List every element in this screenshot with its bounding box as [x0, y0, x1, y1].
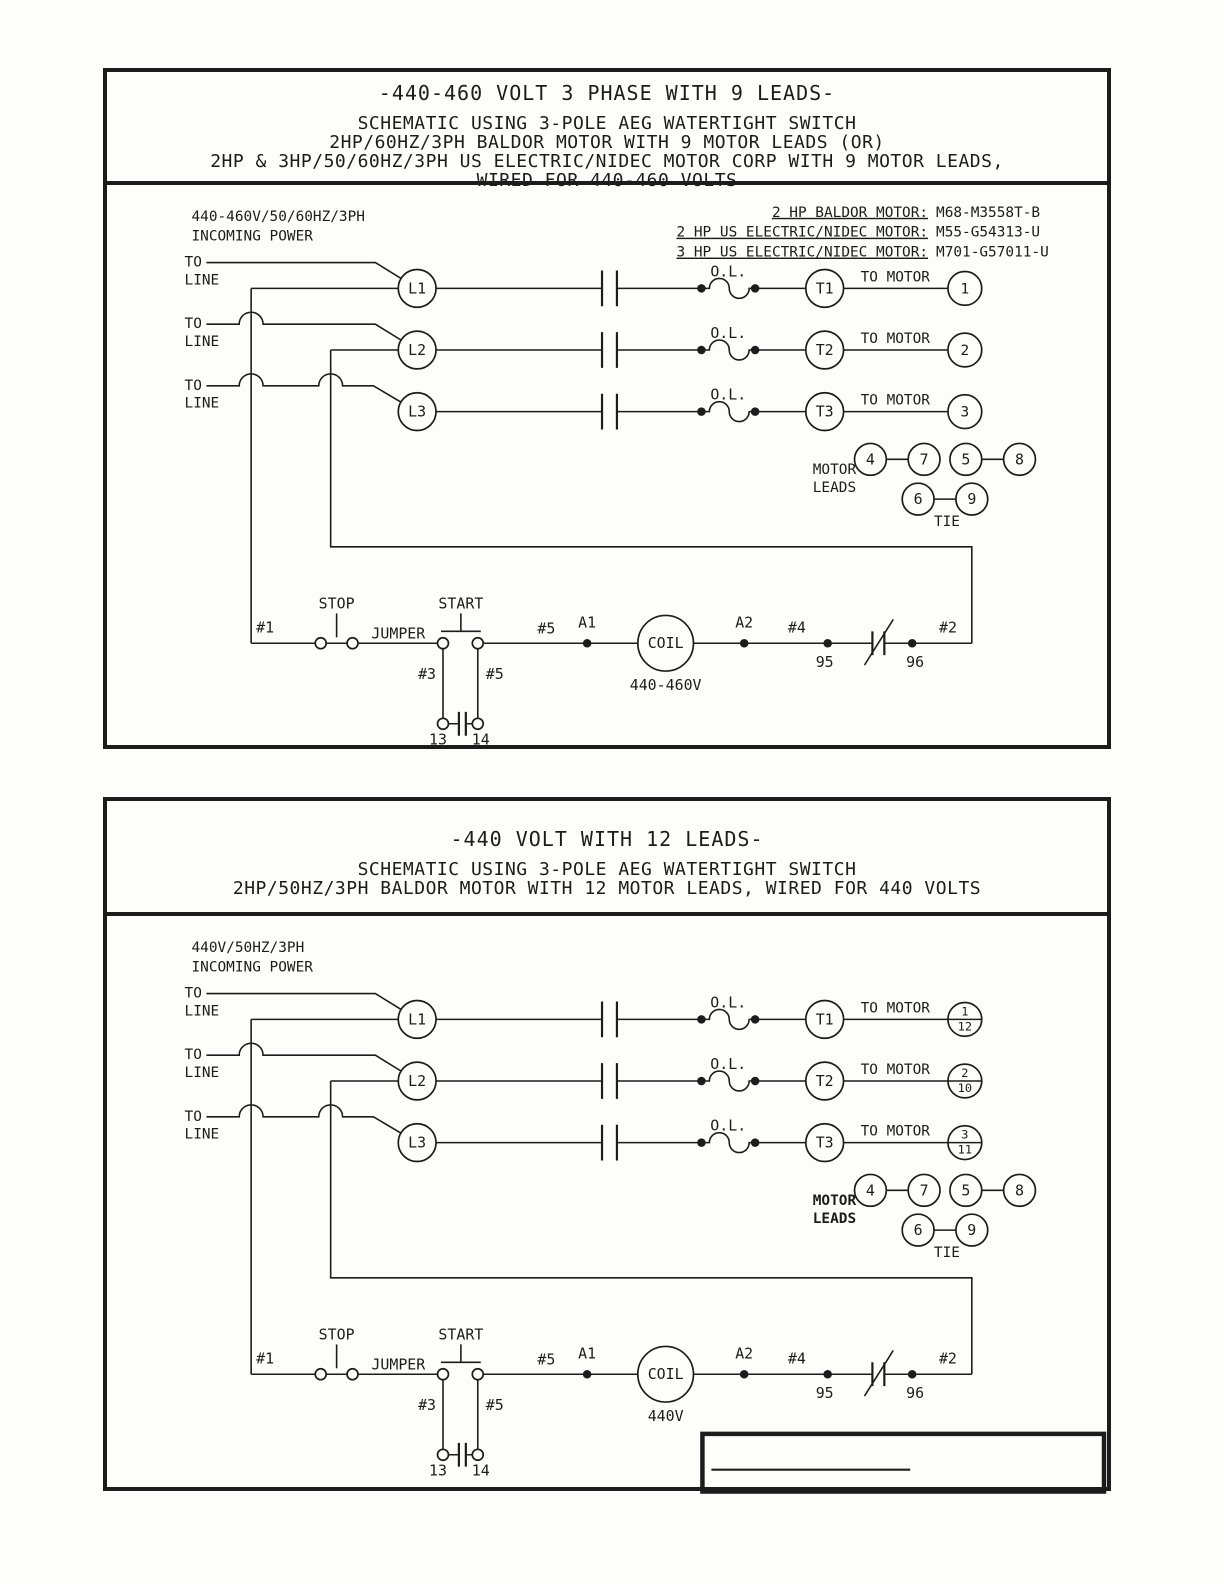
- line-terminal-label: L1: [408, 279, 427, 298]
- stop-button-terminal: [315, 1369, 326, 1380]
- switch-contact: [602, 394, 617, 430]
- junction-dot: [583, 639, 592, 648]
- motor-wire-number: 3: [960, 404, 970, 421]
- switch-contact: [602, 1001, 617, 1037]
- motor-leads-label: MOTOR: [812, 1193, 857, 1210]
- wire4-label: #4: [787, 1349, 806, 1368]
- motor-terminal-label: T1: [815, 1010, 834, 1029]
- junction-dot: [697, 1015, 706, 1024]
- to-label: TO: [184, 985, 202, 1002]
- overload-heater: [701, 340, 755, 360]
- ol-95-label: 95: [815, 653, 834, 672]
- junction-dot: [751, 407, 760, 416]
- lead-number: 8: [1015, 1181, 1025, 1200]
- a2-label: A2: [735, 613, 754, 632]
- lead-number: 5: [961, 1181, 971, 1200]
- start-bar: [441, 613, 481, 631]
- start-bar: [441, 1344, 481, 1362]
- subtitle-line: WIRED FOR 440-460 VOLTS: [476, 170, 738, 191]
- stop-button-terminal: [347, 638, 358, 649]
- control-circuit: [251, 594, 972, 748]
- panel-bottom: [103, 797, 1111, 1491]
- line-label: LINE: [184, 395, 220, 412]
- motor-wire-number-top: 3: [961, 1127, 969, 1142]
- to-motor-label: TO MOTOR: [860, 1062, 930, 1079]
- junction-dot: [908, 639, 917, 648]
- wire2-label: #2: [938, 1349, 957, 1368]
- a2-label: A2: [735, 1344, 754, 1363]
- junction-dot: [697, 1138, 706, 1147]
- lead-number: 9: [967, 490, 977, 509]
- wire3-label: #3: [418, 665, 437, 684]
- ol-label: O.L.: [710, 262, 747, 281]
- motor-wire-number-top: 1: [961, 1004, 969, 1019]
- overload-nc-slash: [864, 619, 893, 665]
- panel-bottom-header: [107, 801, 1107, 916]
- tie-label: TIE: [933, 1244, 960, 1261]
- switch-contact: [602, 1125, 617, 1161]
- motor-leads-label: MOTOR: [812, 462, 857, 479]
- overload-heater: [701, 402, 755, 422]
- overload-heaters: [697, 993, 759, 1152]
- line-label: LINE: [184, 1065, 220, 1082]
- seal-in-contact: [459, 712, 466, 736]
- junction-dot: [697, 346, 706, 355]
- motor-terminal-label: T2: [815, 340, 834, 359]
- junction-dot: [583, 1370, 592, 1379]
- line-label: LINE: [184, 334, 220, 351]
- wire: [206, 374, 417, 412]
- seal-14-label: 14: [471, 730, 490, 749]
- ol-label: O.L.: [710, 324, 747, 343]
- line-terminal-label: L3: [408, 402, 427, 421]
- start-button-terminal: [438, 1369, 449, 1380]
- overload-heaters: [697, 262, 759, 421]
- motor-model-list: [677, 205, 1049, 261]
- coil-label: COIL: [647, 1365, 684, 1384]
- stop-label: STOP: [318, 594, 355, 613]
- schematic-bottom-drawing: [107, 916, 1107, 1495]
- ol-label: O.L.: [710, 385, 747, 404]
- junction-dot: [908, 1370, 917, 1379]
- lead-number: 4: [865, 450, 875, 469]
- ol-96-label: 96: [906, 653, 925, 672]
- junction-dot: [751, 1015, 760, 1024]
- line-terminal-label: L2: [408, 340, 427, 359]
- overload-heater: [701, 278, 755, 298]
- motor-model-value: M701-G57011-U: [936, 244, 1049, 261]
- tie-label: TIE: [933, 513, 960, 530]
- stop-button-terminal: [315, 638, 326, 649]
- start-button-terminal: [438, 638, 449, 649]
- motor-leads-label: LEADS: [812, 480, 857, 497]
- overload-heater: [701, 1071, 755, 1091]
- switch-pole-contacts: [602, 270, 617, 429]
- start-button-terminal: [472, 638, 483, 649]
- overload-heater: [701, 1133, 755, 1153]
- lead-number: 6: [913, 490, 923, 509]
- seal-terminal: [472, 718, 483, 729]
- motor-terminal-label: T2: [815, 1071, 834, 1090]
- wire5-label: #5: [537, 619, 556, 638]
- start-button-terminal: [472, 1369, 483, 1380]
- switch-contact: [602, 270, 617, 306]
- to-motor-label: TO MOTOR: [860, 392, 930, 409]
- seal-terminal: [472, 1449, 483, 1460]
- panel-title: -440-460 VOLT 3 PHASE WITH 9 LEADS-: [378, 81, 836, 105]
- a1-label: A1: [578, 613, 597, 632]
- coil-label: COIL: [647, 634, 684, 653]
- junction-dot: [823, 1370, 832, 1379]
- motor-wire-number-bottom: 11: [957, 1142, 973, 1157]
- line-label: LINE: [184, 1003, 220, 1020]
- motor-terminal-label: T3: [815, 1133, 834, 1152]
- wire5-seal-label: #5: [485, 665, 504, 684]
- lead-number: 5: [961, 450, 971, 469]
- line-terminal-label: L3: [408, 1133, 427, 1152]
- wire: [206, 263, 417, 289]
- schematic-top-drawing: [107, 185, 1107, 752]
- wire2-label: #2: [938, 618, 957, 637]
- wire1-label: #1: [256, 1349, 275, 1368]
- title-block-box: [702, 1434, 1104, 1492]
- motor-leads-cluster: [813, 1174, 1036, 1261]
- coil-voltage-label: 440-460V: [629, 675, 702, 694]
- overload-heater: [701, 1009, 755, 1029]
- lead-number: 6: [913, 1221, 923, 1240]
- seal-branch: [443, 1379, 478, 1455]
- seal-branch: [443, 648, 478, 724]
- lead-number: 7: [919, 450, 929, 469]
- lead-number: 4: [865, 1181, 875, 1200]
- motor-model-label: 3 HP US ELECTRIC/NIDEC MOTOR:: [676, 244, 929, 261]
- ol-label: O.L.: [710, 993, 747, 1012]
- wire: [206, 312, 417, 350]
- junction-dot: [740, 1370, 749, 1379]
- incoming-power-caption: INCOMING POWER: [191, 959, 313, 976]
- junction-dot: [751, 284, 760, 293]
- wire5-seal-label: #5: [485, 1396, 504, 1415]
- schematic-bottom: [107, 916, 1107, 1495]
- seal-13-label: 13: [429, 1461, 447, 1480]
- control-circuit: [251, 1325, 972, 1479]
- to-motor-label: TO MOTOR: [860, 1000, 930, 1017]
- junction-dot: [751, 1077, 760, 1086]
- line-terminals: [398, 269, 436, 430]
- junction-dot: [740, 639, 749, 648]
- to-label: TO: [184, 1108, 202, 1125]
- junction-dot: [697, 407, 706, 416]
- motor-model-label: 2 HP BALDOR MOTOR:: [771, 204, 929, 221]
- wire3-label: #3: [418, 1396, 437, 1415]
- wire: [206, 1105, 417, 1143]
- line-terminal-label: L2: [408, 1071, 427, 1090]
- stop-button-terminal: [347, 1369, 358, 1380]
- to-label: TO: [184, 254, 202, 271]
- a1-label: A1: [578, 1344, 597, 1363]
- coil-voltage-label: 440V: [647, 1406, 684, 1425]
- ol-label: O.L.: [710, 1116, 747, 1135]
- to-label: TO: [184, 377, 202, 394]
- wire5-label: #5: [537, 1350, 556, 1369]
- incoming-power-spec: 440-460V/50/60HZ/3PH: [191, 208, 365, 225]
- subtitle-line: 2HP/60HZ/3PH BALDOR MOTOR WITH 9 MOTOR LEADS (OR): [329, 132, 885, 153]
- title-block: [702, 1434, 1104, 1492]
- switch-pole-contacts: [602, 1001, 617, 1160]
- motor-wire-number-bottom: 12: [957, 1019, 973, 1034]
- motor-wire-number-top: 2: [961, 1066, 969, 1081]
- to-motor-label: TO MOTOR: [860, 269, 930, 286]
- to-motor-label: TO MOTOR: [860, 1123, 930, 1140]
- overload-nc-slash: [864, 1350, 893, 1396]
- junction-dot: [751, 346, 760, 355]
- jumper-label: JUMPER: [371, 1355, 426, 1374]
- subtitle-line: SCHEMATIC USING 3-POLE AEG WATERTIGHT SWITCH: [357, 113, 857, 134]
- subtitle-line: SCHEMATIC USING 3-POLE AEG WATERTIGHT SWITCH: [357, 859, 857, 880]
- to-label: TO: [184, 316, 202, 333]
- wire: [206, 1043, 417, 1081]
- line-label: LINE: [184, 272, 220, 289]
- motor-wire-number: 1: [960, 281, 970, 298]
- switch-contact: [602, 1063, 617, 1099]
- incoming-power-label: [191, 209, 364, 245]
- motor-wire-number: 2: [960, 342, 970, 359]
- line-terminals: [398, 1000, 436, 1161]
- seal-14-label: 14: [471, 1461, 490, 1480]
- line-label: LINE: [184, 1126, 220, 1143]
- seal-terminal: [438, 718, 449, 729]
- junction-dot: [823, 639, 832, 648]
- wire4-label: #4: [787, 618, 806, 637]
- incoming-power-spec: 440V/50HZ/3PH: [191, 939, 305, 956]
- motor-model-value: M68-M3558T-B: [936, 204, 1041, 221]
- ol-label: O.L.: [710, 1055, 747, 1074]
- lead-number: 7: [919, 1181, 929, 1200]
- motor-wire-number-bottom: 10: [957, 1080, 973, 1095]
- to-label: TO: [184, 1047, 202, 1064]
- incoming-power-caption: INCOMING POWER: [191, 228, 313, 245]
- ol-96-label: 96: [906, 1384, 925, 1403]
- motor-model-value: M55-G54313-U: [936, 224, 1041, 241]
- ol-95-label: 95: [815, 1384, 834, 1403]
- jumper-label: JUMPER: [371, 624, 426, 643]
- motor-leads-cluster: [813, 443, 1036, 530]
- to-line-labels: [185, 986, 220, 1143]
- panel-top: [103, 68, 1111, 749]
- line-terminal-label: L1: [408, 1010, 427, 1029]
- motor-terminal-label: T3: [815, 402, 834, 421]
- start-label: START: [438, 1325, 484, 1344]
- panel-title: -440 VOLT WITH 12 LEADS-: [450, 827, 764, 851]
- switch-contact: [602, 332, 617, 368]
- to-line-labels: [185, 255, 220, 412]
- motor-leads-label: LEADS: [812, 1211, 857, 1228]
- junction-dot: [697, 1077, 706, 1086]
- lead-number: 8: [1015, 450, 1025, 469]
- seal-in-contact: [459, 1443, 466, 1467]
- schematic-top: [107, 185, 1107, 752]
- incoming-power-label: [191, 940, 313, 976]
- start-label: START: [438, 594, 484, 613]
- wire: [206, 994, 417, 1020]
- to-motor-label: TO MOTOR: [860, 331, 930, 348]
- seal-13-label: 13: [429, 730, 447, 749]
- seal-terminal: [438, 1449, 449, 1460]
- junction-dot: [697, 284, 706, 293]
- subtitle-line: 2HP/50HZ/3PH BALDOR MOTOR WITH 12 MOTOR LEADS, WIRED FOR 440 VOLTS: [232, 878, 982, 899]
- stop-label: STOP: [318, 1325, 355, 1344]
- lead-number: 9: [967, 1221, 977, 1240]
- motor-model-label: 2 HP US ELECTRIC/NIDEC MOTOR:: [676, 224, 929, 241]
- junction-dot: [751, 1138, 760, 1147]
- wire1-label: #1: [256, 618, 275, 637]
- motor-terminal-label: T1: [815, 279, 834, 298]
- motor-wire-circles: [948, 271, 982, 428]
- subtitle-line: 2HP & 3HP/50/60HZ/3PH US ELECTRIC/NIDEC MOTOR CORP WITH 9 MOTOR LEADS,: [210, 151, 1004, 172]
- panel-top-header: [107, 72, 1107, 191]
- motor-wire-circles: [948, 1002, 982, 1159]
